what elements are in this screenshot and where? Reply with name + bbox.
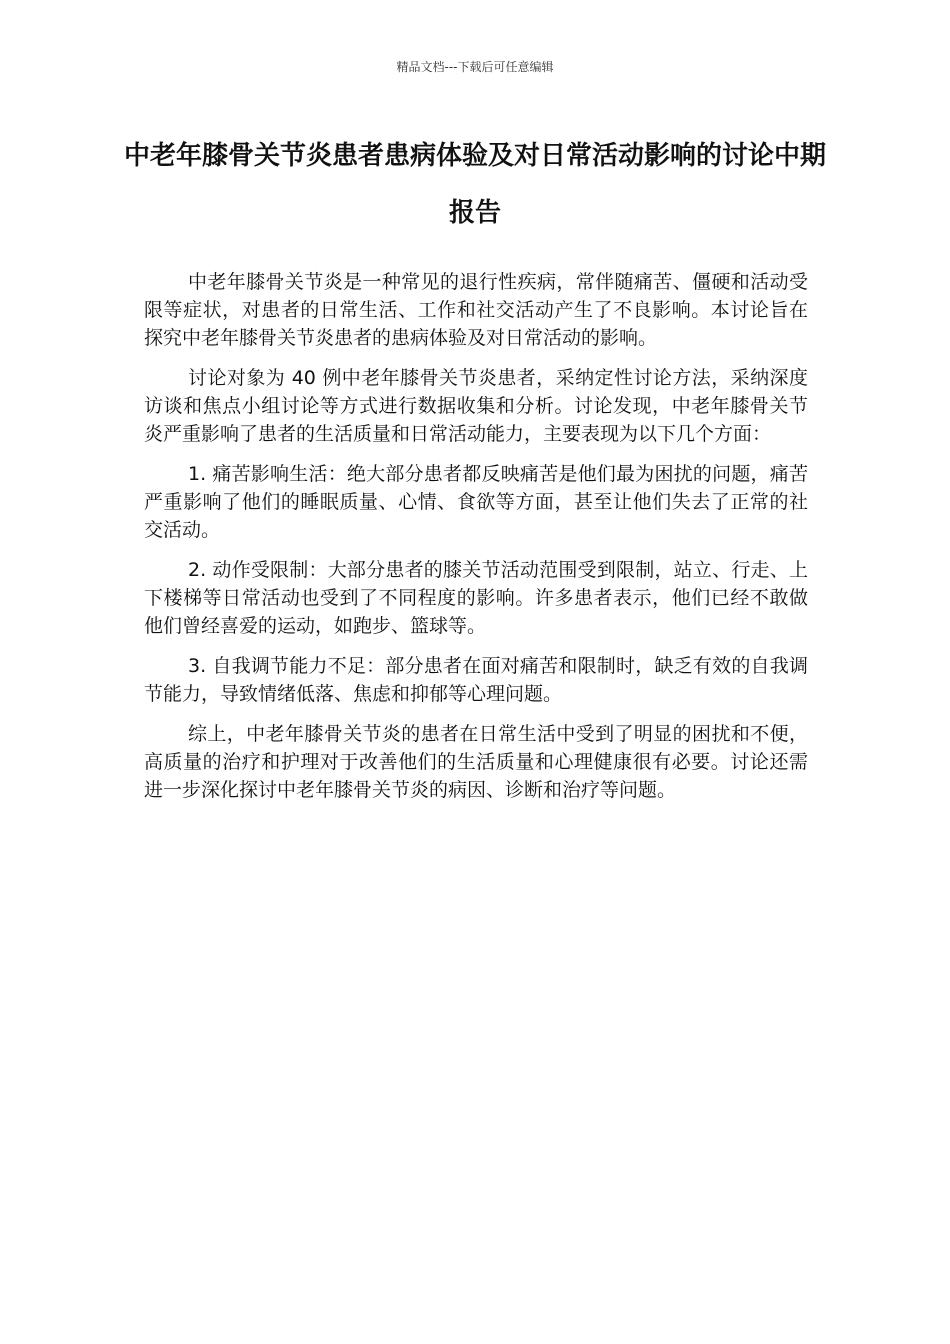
paragraph-intro: 中老年膝骨关节炎是一种常见的退行性疾病，常伴随痛苦、僵硬和活动受限等症状，对患者的日常生活、工作和社交活动产生了不良影响。本讨论旨在探究中老年膝骨关节炎患者的患病体验及对日常活动的影响。 <box>144 271 808 349</box>
paragraph-finding-pain: 1. 痛苦影响生活：绝大部分患者都反映痛苦是他们最为困扰的问题，痛苦严重影响了他们的睡眠质量、心情、食欲等方面，甚至让他们失去了正常的社交活动。 <box>144 463 808 541</box>
header-note: 精品文档---下载后可任意编辑 <box>396 60 554 74</box>
document-title: 中老年膝骨关节炎患者患病体验及对日常活动影响的讨论中期报告 <box>123 141 826 228</box>
paragraph-finding-mobility: 2. 动作受限制：大部分患者的膝关节活动范围受到限制，站立、行走、上下楼梯等日常活动也受到了不同程度的影响。许多患者表示，他们已经不敢做他们曾经喜爱的运动，如跑步、篮球等。 <box>144 559 808 637</box>
document-body <box>144 268 808 816</box>
paragraph-method: 讨论对象为 40 例中老年膝骨关节炎患者，采纳定性讨论方法，采纳深度访谈和焦点小组讨论等方式进行数据收集和分析。讨论发现，中老年膝骨关节炎严重影响了患者的生活质量和日常活动能力，主要表现为以下几个方面： <box>144 367 808 445</box>
paragraph-conclusion: 综上，中老年膝骨关节炎的患者在日常生活中受到了明显的困扰和不便，高质量的治疗和护理对于改善他们的生活质量和心理健康很有必要。讨论还需进一步深化探讨中老年膝骨关节炎的病因、诊断和治疗等问题。 <box>144 723 808 801</box>
paragraph-finding-selfregulation: 3. 自我调节能力不足：部分患者在面对痛苦和限制时，缺乏有效的自我调节能力，导致情绪低落、焦虑和抑郁等心理问题。 <box>144 655 808 705</box>
